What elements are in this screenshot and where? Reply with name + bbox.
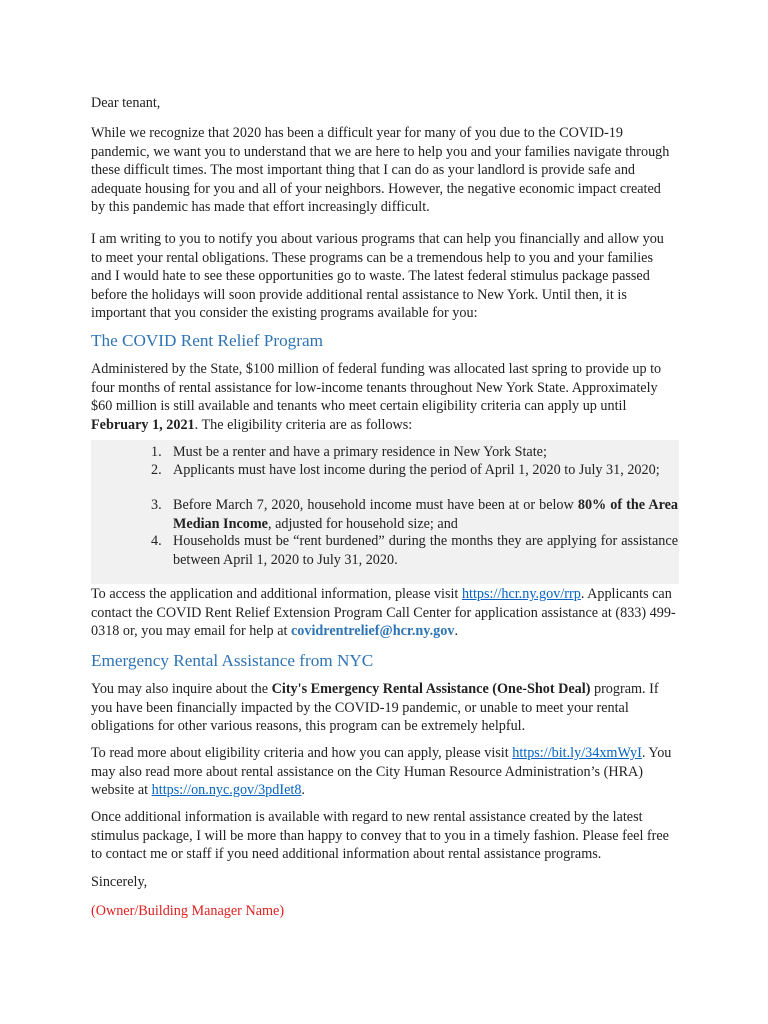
deadline-date: February 1, 2021 xyxy=(91,416,195,433)
eligibility-text: To read more about eligibility criteria and how you can apply, please visit xyxy=(91,745,513,761)
eligibility-text-mid: . You may also read more about rental assistance on the City Human Resource Administration’s (HRA) website at xyxy=(91,745,672,799)
list-item-number: 4. xyxy=(151,533,162,549)
covid-program-text: Administered by the State, $100 million of federal funding was allocated last spring to provide up to four months of rental assistance for low-income tenants throughout New York State. Approximately $60 million is still available and tenants who meet certain eligibility criteria can apply up until xyxy=(91,361,662,415)
list-item xyxy=(173,496,678,533)
nyc-assistance-paragraph xyxy=(91,680,676,736)
bitly-link[interactable]: https://bit.ly/34xmWyI xyxy=(512,745,642,761)
nyc-assistance-heading: Emergency Rental Assistance from NYC xyxy=(91,651,374,670)
one-shot-deal-name: City's Emergency Rental Assistance (One-Shot Deal) xyxy=(271,681,591,697)
list-item: Must be a renter and have a primary residence in New York State; xyxy=(173,444,547,460)
nyc-text: You may also inquire about the xyxy=(91,681,272,697)
access-text-mid: . Applicants can contact the COVID Rent Relief Extension Program Call Center for application assistance at (833) 499-0318 or, you may email for help at xyxy=(91,586,676,640)
list-item-emphasis: 80% of the Area Median Income xyxy=(173,497,679,532)
eligibility-text-end: . xyxy=(301,782,305,799)
signoff: Sincerely, xyxy=(91,874,148,890)
contact-email: covidrentrelief@hcr.ny.gov xyxy=(290,623,455,640)
intro-paragraph-2: I am writing to you to notify you about various programs that can help you financially and allow you to meet your rental obligations. These programs can be a tremendous help to you and your families and I would hate to see these opportunities go to waste. The latest federal stimulus package passed before the holidays will soon provide additional rental assistance to New York. Until then, it is important that you consider the existing programs available for you: xyxy=(91,231,664,322)
covid-program-paragraph xyxy=(91,360,676,434)
nyc-text-end: program. If you have been financially impacted by the COVID-19 pandemic, or unable to meet your rental obligations for other various reasons, this program can be extremely helpful. xyxy=(91,681,659,735)
salutation: Dear tenant, xyxy=(91,95,161,111)
application-access-paragraph xyxy=(91,585,676,641)
rrp-link[interactable]: https://hcr.ny.gov/rrp xyxy=(461,586,581,602)
covid-program-text-end: . The eligibility criteria are as follows: xyxy=(194,416,413,433)
list-item-number: 3. xyxy=(151,497,162,513)
list-item: Applicants must have lost income during the period of April 1, 2020 to July 31, 2020; xyxy=(173,462,660,478)
eligibility-info-paragraph xyxy=(91,744,676,800)
access-text: To access the application and additional information, please visit xyxy=(91,586,462,602)
covid-program-heading: The COVID Rent Relief Program xyxy=(91,331,323,350)
list-item-number: 2. xyxy=(151,462,162,478)
hra-link[interactable]: https://on.nyc.gov/3pdIet8 xyxy=(151,782,302,799)
list-item-text-end: , adjusted for household size; and xyxy=(267,515,458,532)
intro-paragraph-1: While we recognize that 2020 has been a difficult year for many of you due to the COVID-19 pandemic, we want you to understand that we are here to help you and your families navigate through these difficult times. The most important thing that I can do as your landlord is provide safe and adequate housing for you and all of your neighbors. However, the negative economic impact created by this pandemic has made that effort increasingly difficult. xyxy=(91,125,670,216)
list-item-number: 1. xyxy=(151,444,162,460)
closing-paragraph: Once additional information is available with regard to new rental assistance created by the latest stimulus package, I will be more than happy to convey that to you in a timely fashion. Please feel free to contact me or staff if you need additional information about rental assistance programs. xyxy=(91,809,669,863)
signature-placeholder: (Owner/Building Manager Name) xyxy=(91,903,285,919)
list-item: Households must be “rent burdened” during the months they are applying for assistance between April 1, 2020 to July 31, 2020. xyxy=(173,533,678,568)
list-item-text: Before March 7, 2020, household income must have been at or below xyxy=(173,497,578,513)
access-text-end: . xyxy=(454,623,458,640)
